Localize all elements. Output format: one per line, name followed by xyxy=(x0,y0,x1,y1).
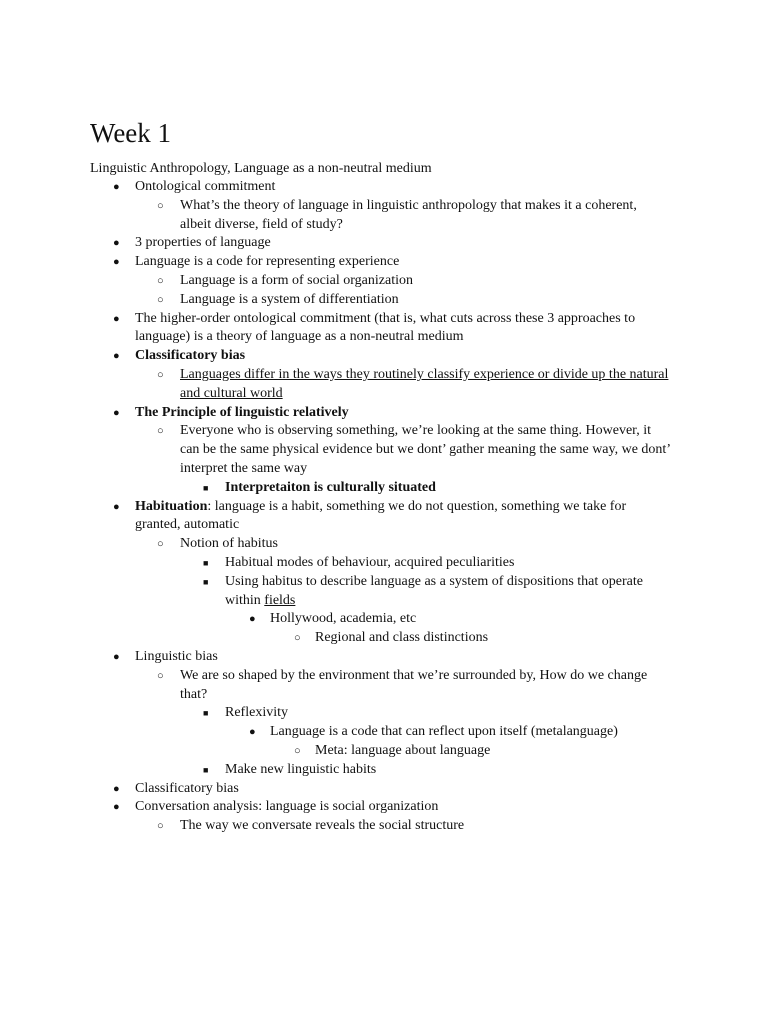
list-item xyxy=(0,723,680,742)
list-item xyxy=(0,234,675,253)
list-item-text: Conversation analysis: language is social organization xyxy=(135,799,439,815)
disc-bullet-icon: ● xyxy=(113,350,120,363)
list-item xyxy=(0,761,680,780)
circle-bullet-icon: ○ xyxy=(157,293,164,306)
fields-link[interactable]: fields xyxy=(264,592,296,608)
list-item-text: The Principle of linguistic relatively xyxy=(135,404,349,420)
list-item xyxy=(0,291,670,310)
list-item xyxy=(0,178,675,197)
list-item-text: Meta: language about language xyxy=(315,742,491,758)
list-item xyxy=(0,817,670,836)
disc-bullet-icon: ● xyxy=(249,613,256,626)
circle-bullet-icon: ○ xyxy=(157,669,164,682)
list-item xyxy=(0,310,675,348)
circle-bullet-icon: ○ xyxy=(157,274,164,287)
list-item-text: Language is a code for representing experience xyxy=(135,254,400,270)
disc-bullet-icon: ● xyxy=(113,500,120,513)
list-item xyxy=(0,610,680,629)
list-item-text: The way we conversate reveals the social structure xyxy=(180,818,465,834)
list-item xyxy=(0,742,680,761)
list-item xyxy=(0,366,670,404)
list-item-text: Language is a system of differentiation xyxy=(180,291,399,307)
disc-bullet-icon: ● xyxy=(113,256,120,269)
list-item-text: What’s the theory of language in linguistic anthropology that makes it a coherent, albeit diverse, field of study? xyxy=(180,197,637,232)
disc-bullet-icon: ● xyxy=(113,312,120,325)
disc-bullet-icon: ● xyxy=(113,650,120,663)
list-item xyxy=(0,272,670,291)
list-item-text: Everyone who is observing something, we’re looking at the same thing. However, it can be the same physical evidence but we dont’ gather meaning the same way, we dont’ interpret the same way xyxy=(180,423,670,476)
list-item xyxy=(0,498,675,536)
square-bullet-icon: ■ xyxy=(203,482,209,493)
list-item-definition: : language is a habit, something we do not question, something we take for granted, automatic xyxy=(135,498,627,533)
list-item-term: Habituation xyxy=(135,498,208,514)
list-item-text-part: Using habitus to describe language as a system of dispositions that operate within xyxy=(225,573,643,608)
list-item-text: Hollywood, academia, etc xyxy=(270,611,417,627)
page-subtitle: Linguistic Anthropology, Language as a non-neutral medium xyxy=(90,161,432,176)
list-item-text: Language is a code that can reflect upon itself (metalanguage) xyxy=(270,724,618,740)
list-item xyxy=(0,479,680,498)
notes-outline xyxy=(0,178,768,836)
disc-bullet-icon: ● xyxy=(113,181,120,193)
list-item xyxy=(0,648,675,667)
list-item-text: Reflexivity xyxy=(225,705,288,721)
disc-bullet-icon: ● xyxy=(113,406,120,419)
list-item xyxy=(0,780,675,799)
square-bullet-icon: ■ xyxy=(203,764,209,775)
square-bullet-icon: ■ xyxy=(203,557,209,568)
list-item-text: 3 properties of language xyxy=(135,235,271,251)
list-item-text: Classificatory bias xyxy=(135,348,246,364)
list-item xyxy=(0,629,680,648)
list-item-text: Interpretaiton is culturally situated xyxy=(225,479,436,495)
list-item-text: Habitual modes of behaviour, acquired peculiarities xyxy=(225,554,515,570)
disc-bullet-icon: ● xyxy=(249,726,256,739)
list-item-text: Linguistic bias xyxy=(135,648,218,664)
list-item xyxy=(0,554,680,573)
square-bullet-icon: ■ xyxy=(203,576,209,587)
circle-bullet-icon: ○ xyxy=(294,744,301,757)
list-item-text: The higher-order ontological commitment (that is, what cuts across these 3 approaches to language) is a theory of language as a non-neutral medium xyxy=(135,310,636,345)
square-bullet-icon: ■ xyxy=(203,708,209,719)
disc-bullet-icon: ● xyxy=(113,782,120,795)
circle-bullet-icon: ○ xyxy=(157,425,164,438)
list-item xyxy=(0,253,675,272)
list-item-text: Languages differ in the ways they routinely classify experience or divide up the natural and cultural world xyxy=(180,366,669,401)
list-item xyxy=(0,573,680,611)
list-item-text xyxy=(225,573,680,611)
list-item-text: Make new linguistic habits xyxy=(225,761,377,777)
circle-bullet-icon: ○ xyxy=(157,199,164,212)
circle-bullet-icon: ○ xyxy=(157,538,164,551)
disc-bullet-icon: ● xyxy=(113,801,120,814)
list-item-text: Notion of habitus xyxy=(180,536,278,552)
list-item xyxy=(0,422,670,478)
list-item-text: We are so shaped by the environment that we’re surrounded by, How do we change that? xyxy=(180,667,648,702)
disc-bullet-icon: ● xyxy=(113,237,120,250)
circle-bullet-icon: ○ xyxy=(294,632,301,645)
list-item-text: Ontological commitment xyxy=(135,179,276,194)
list-item xyxy=(0,404,675,423)
list-item xyxy=(0,667,670,705)
page-title: Week 1 xyxy=(90,118,172,148)
list-item-text: Classificatory bias xyxy=(135,780,239,796)
list-item-text: Regional and class distinctions xyxy=(315,630,489,646)
list-item xyxy=(0,347,675,366)
list-item xyxy=(0,798,675,817)
circle-bullet-icon: ○ xyxy=(157,820,164,833)
list-item xyxy=(0,704,680,723)
list-item-text xyxy=(135,498,675,536)
list-item xyxy=(0,197,670,235)
list-item-text: Language is a form of social organization xyxy=(180,272,413,288)
list-item xyxy=(0,535,670,554)
circle-bullet-icon: ○ xyxy=(157,368,164,381)
